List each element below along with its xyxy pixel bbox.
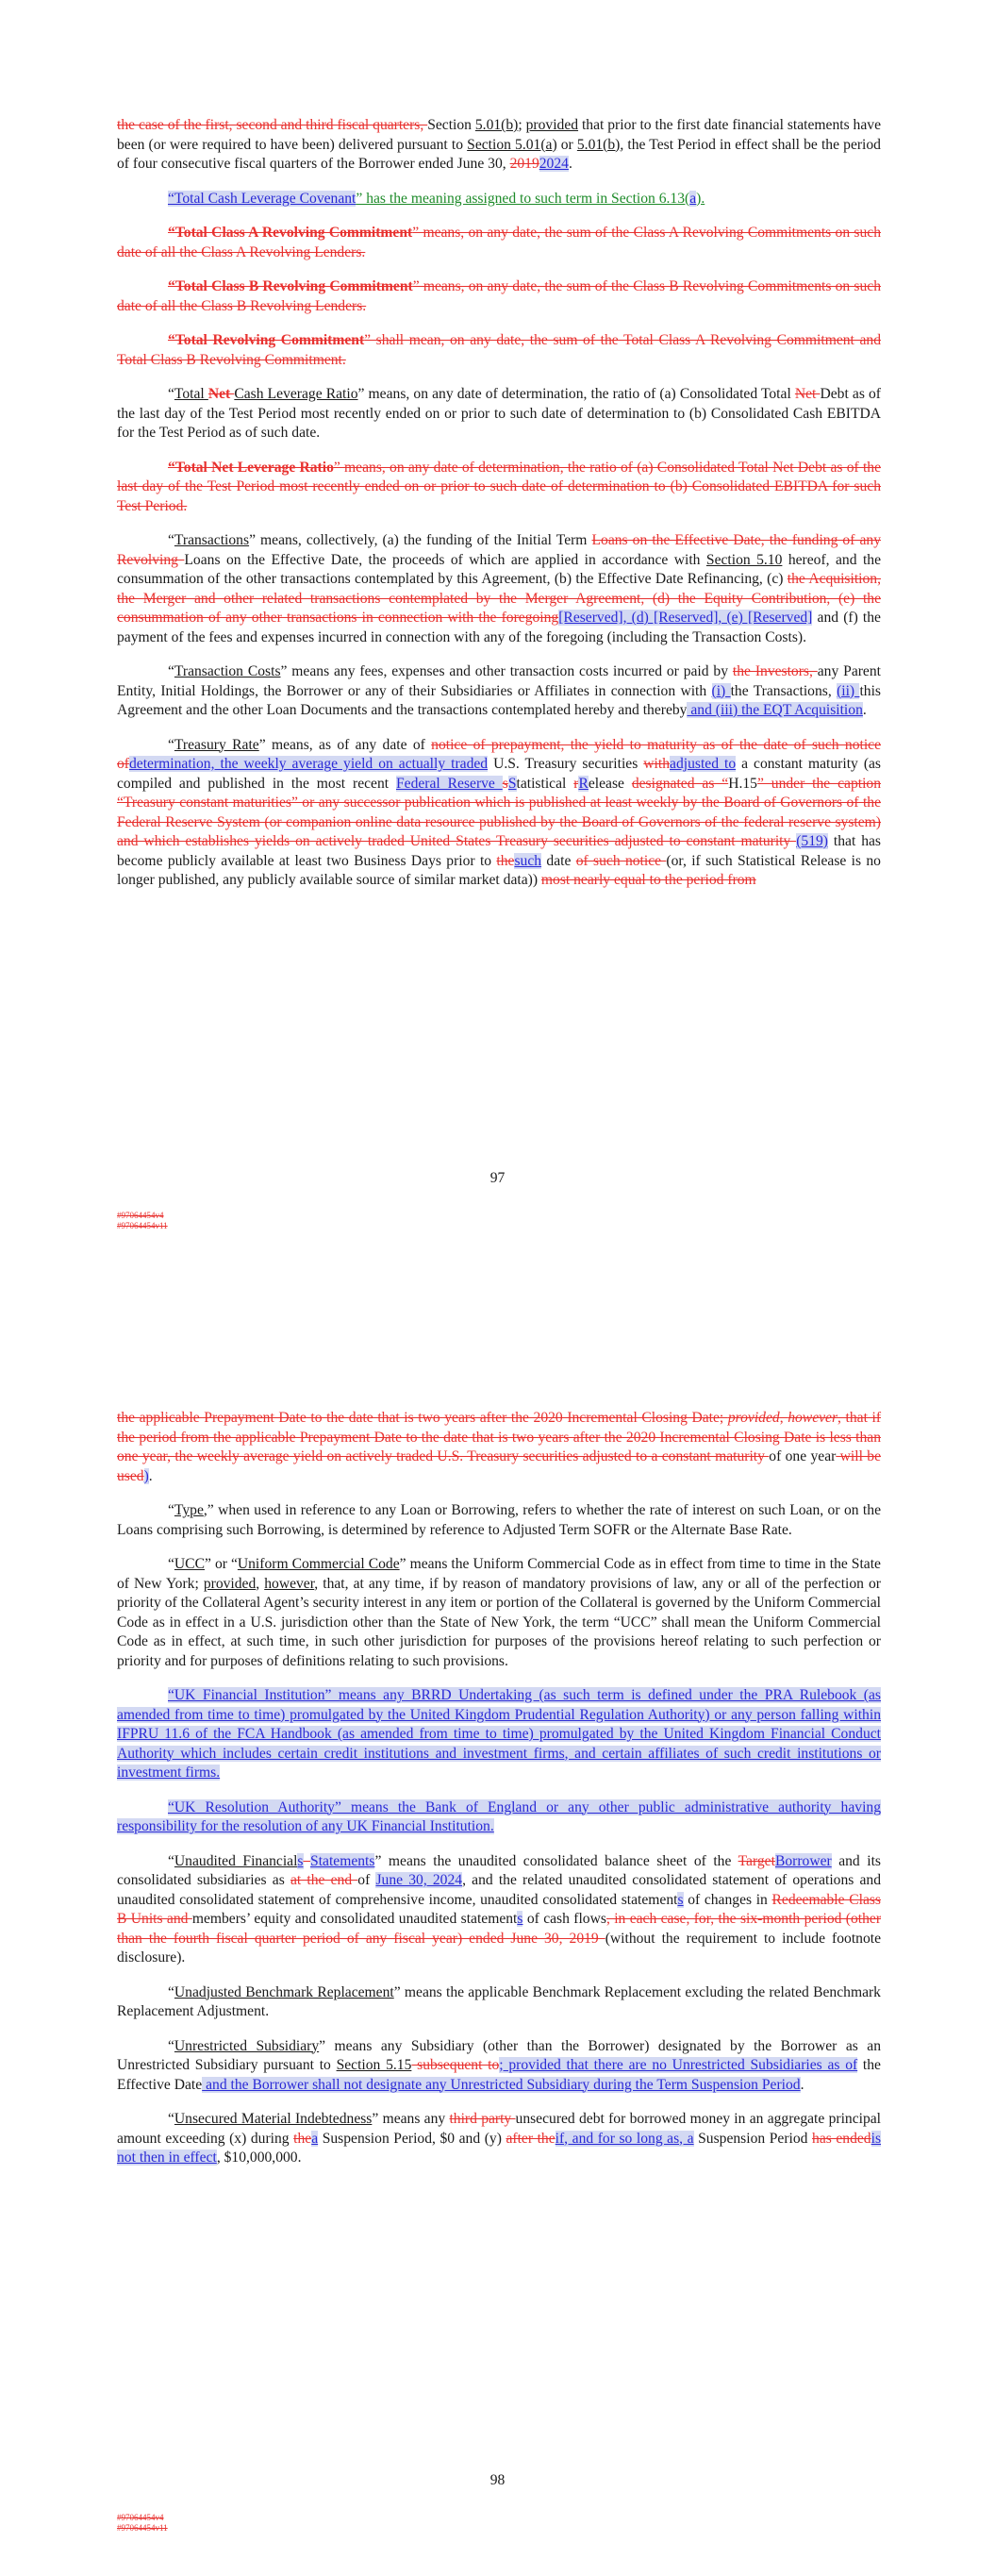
para-unadjusted-benchmark-replacement <box>117 1983 881 2022</box>
footer-doc-id-old: #97064454v4 <box>117 2513 164 2522</box>
text-run: ” means the unaudited consolidated balance sheet of the <box>374 1852 738 1869</box>
text-run: , that, at any time, if by reason of mandatory provisions of law, any or all of the perfection or priority of the Collateral Agent’s security interest in any item or portion of the Collateral is governed by the Uniform Commercial Code as in effect in a U.S. jurisdiction other than the State of New York, the term “UCC” shall mean the Uniform Commercial Code as in effect, at such time, in such other jurisdiction for purposes of the provisions hereof relating to such perfection or priority and for purposes of definitions relating to such provisions. <box>117 1575 881 1669</box>
text-run: ” means the Uniform Commercial Code as in effect from time to time in the State of New York; <box>117 1556 881 1592</box>
document-footer <box>117 1211 168 1231</box>
deleted-text: the Investors, <box>732 663 818 679</box>
underlined-text: 5.01(b) <box>576 136 621 153</box>
text-run: of cash flows <box>522 1911 606 1927</box>
text-run: “ <box>168 532 174 548</box>
text-run: ,” when used in reference to any Loan or Borrowing, refers to whether the rate of interest on such Loan, or on the Loans comprising such Borrowing, is determined by reference to Adjusted Term SOFR or the Alternate Base Rate. <box>117 1502 881 1538</box>
inserted-text: “UK Financial Institution” means any BRRD Undertaking (as such term is defined under the PRA Rulebook (as amended from time to time) promulgated by the United Kingdom Prudential Regulation Authority) or any person falling within IFPRU 11.6 of the FCA Handbook (as amended from time to time) promulgated by the United Kingdom Financial Conduct Authority which includes certain credit institutions and investment firms, and certain affiliates of such credit institutions or investment firms. <box>117 1687 881 1781</box>
deleted-text: most nearly equal to the period from <box>540 872 756 888</box>
para-unrestricted-subsidiary <box>117 2037 881 2096</box>
text-run: “ <box>168 1502 174 1518</box>
text-run: ” means any fees, expenses and other transaction costs incurred or paid by <box>280 663 733 679</box>
underlined-text: however <box>264 1575 315 1592</box>
underlined-text: Section 5.10 <box>705 551 783 568</box>
footer-doc-id-new: #97064454v11 <box>117 2523 168 2533</box>
inserted-text: R <box>578 775 589 792</box>
underlined-text: Transaction Costs <box>174 663 281 679</box>
inserted-text: s <box>677 1891 684 1908</box>
para-treasury-rate-tail <box>117 1409 881 1486</box>
inserted-text: a <box>689 190 697 207</box>
inserted-text: “Total Cash Leverage Covenant <box>168 190 357 207</box>
moved-text: ). <box>696 190 705 207</box>
text-run: . <box>148 1467 153 1484</box>
text-run: Suspension Period, $0 and (y) <box>318 2130 506 2147</box>
deleted-text: ” means, on any date, the sum of the Class B Revolving Commitments on such date of all the Class B Revolving Lenders. <box>117 278 881 314</box>
inserted-text: June 30, 2024 <box>375 1872 463 1888</box>
text-run: , <box>256 1575 265 1592</box>
text-run: tatistical <box>516 775 574 792</box>
para-total-cash-leverage-ratio <box>117 385 881 443</box>
inserted-text: (ii) <box>837 682 860 699</box>
inserted-text: Federal Reserve <box>395 775 503 792</box>
text-run: . <box>568 156 572 172</box>
page-number: 97 <box>489 1170 506 1186</box>
underlined-text: Unrestricted Subsidiary <box>174 2037 320 2054</box>
text-run: , the Test Period in effect shall be the period of four consecutive fiscal quarters of the Borrower ended June 30, <box>117 136 881 172</box>
deleted-text: designated as “ <box>631 775 729 792</box>
deleted-text: ” means, on any date, the sum of the Class A Revolving Commitments on such date of all the Class A Revolving Lenders. <box>117 225 882 260</box>
para-total-net-leverage-ratio <box>117 459 881 517</box>
deleted-text: “Total Class A Revolving Commitment <box>168 225 413 241</box>
deleted-text: Redeemable Class B Units and <box>117 1891 882 1927</box>
deleted-text <box>304 1853 311 1869</box>
inserted-text: S <box>507 775 517 792</box>
page-98 <box>0 1288 995 2576</box>
para-uk-resolution-authority <box>117 1798 881 1837</box>
deleted-text: the <box>496 852 515 869</box>
inserted-text: [Reserved], (d) [Reserved], (e) [Reserved] <box>558 610 813 626</box>
text-run: ; <box>518 117 526 133</box>
para-transaction-costs <box>117 662 881 721</box>
para-total-class-a-revolving-commitment <box>117 224 881 262</box>
deleted-text: ” under the caption “Treasury constant maturities” or any successor publication which is published at least weekly by the Board of Governors of the Federal Reserve System (or companion online data resource published by the Board of Governors of the federal reserve system) and which establishes yields on actively traded United States Treasury securities adjusted to constant maturity <box>117 775 882 849</box>
text-run: of changes in <box>683 1891 772 1908</box>
text-run: of <box>357 1872 376 1888</box>
deleted-text: “Total Class B Revolving Commitment <box>168 278 413 294</box>
text-run: . <box>862 702 867 718</box>
deleted-text: , in each case, for, the six-month period (other than the fourth fiscal quarter period of any fiscal year) ended June 30, 2019 <box>117 1911 882 1947</box>
text-run: (without the requirement to include footnote disclosure). <box>117 1930 881 1965</box>
underlined-text: Unadjusted Benchmark Replacement <box>174 1983 394 2000</box>
text-run: hereof, and the consummation of the other transactions contemplated by this Agreement, (b) the Effective Date Refinancing, (c) <box>117 551 881 587</box>
text-run: of one year <box>769 1448 837 1464</box>
inserted-text: s <box>517 1911 523 1927</box>
text-run: or <box>556 136 577 153</box>
text-run: “ <box>168 2037 174 2054</box>
text-run: . <box>800 2076 804 2093</box>
deleted-text: however <box>788 1410 838 1426</box>
text-run: “ <box>168 2111 174 2127</box>
text-run: ” means, on any date of determination, the ratio of (a) Consolidated Total <box>357 386 795 402</box>
text-run: “ <box>168 1556 174 1572</box>
inserted-text: (519) <box>796 833 828 849</box>
text-run: a constant maturity (as compiled and published in the most recent <box>117 756 882 792</box>
deleted-text: notice of prepayment, the yield to maturity as of the date of such notice of <box>117 736 881 772</box>
text-run: unsecured debt for borrowed money in an aggregate principal amount exceeding (x) during <box>117 2111 881 2147</box>
inserted-text: a <box>311 2130 319 2147</box>
para-transactions <box>117 531 881 647</box>
deleted-text: with <box>643 756 671 772</box>
para-ucc <box>117 1555 881 1671</box>
deleted-text: “Total Revolving Commitment <box>168 332 365 348</box>
underlined-text: Transactions <box>174 532 250 548</box>
deleted-text: the <box>293 2130 312 2147</box>
underlined-text: Total <box>174 386 208 402</box>
text-run: that has become publicly available at least two Business Days prior to <box>117 833 881 869</box>
deleted-text: Loans on the Effective Date, the funding of any Revolving <box>117 532 881 568</box>
text-run: , and the related unaudited consolidated statement of operations and unaudited consolidated statement of comprehensive income, unaudited consolidated statement <box>117 1872 882 1908</box>
deleted-text: 2019 <box>509 156 539 172</box>
text-run: Section <box>427 117 475 133</box>
deleted-text: of such notice <box>575 852 667 869</box>
deleted-text: will be used <box>117 1448 881 1484</box>
para-type <box>117 1501 881 1540</box>
text-run: , $10,000,000. <box>216 2149 302 2166</box>
text-run: “ <box>168 1852 174 1869</box>
text-run: ” means the applicable Benchmark Replacement excluding the related Benchmark Replacement Adjustment. <box>117 1983 881 2019</box>
deleted-text: the case of the first, second and third fiscal quarters, <box>117 117 428 133</box>
text-run: ” or “ <box>205 1556 238 1572</box>
text-run: ” means any <box>372 2111 450 2127</box>
inserted-text: and the Borrower shall not designate any Unrestricted Subsidiary during the Term Suspension Period <box>202 2076 801 2093</box>
inserted-text: (i) <box>711 682 731 699</box>
text-run: and its consolidated subsidiaries as <box>117 1852 881 1888</box>
inserted-text: ) <box>143 1467 149 1484</box>
text-run: and (f) the payment of the fees and expenses incurred in connection with any of the foregoing (including the Transaction Costs). <box>117 610 881 645</box>
text-run: “ <box>168 1983 174 2000</box>
text-run: (or, if such Statistical Release is no longer published, any publicly available source of similar market data)) <box>117 852 881 888</box>
para-uk-financial-institution <box>117 1686 881 1783</box>
underlined-text: Unsecured Material Indebtedness <box>174 2111 373 2127</box>
inserted-text: 2024 <box>539 156 569 172</box>
underlined-text: Section 5.01(a) <box>467 136 557 153</box>
underlined-text: Treasury Rate <box>174 736 259 753</box>
deleted-text: Net <box>207 386 235 402</box>
underlined-text: 5.01(b) <box>474 117 519 133</box>
underlined-text: provided <box>525 117 579 133</box>
text-run: any Parent Entity, Initial Holdings, the Borrower or any of their Subsidiaries or Affiliates in connection with <box>117 663 881 699</box>
text-run: Debt as of the last day of the Test Period most recently ended on or prior to such date of determination to (b) Consolidated Cash EBITDA for the Test Period as of such date. <box>117 386 882 441</box>
para-total-revolving-commitment <box>117 331 881 370</box>
deleted-text: provided <box>727 1410 780 1426</box>
text-run: ” means any Subsidiary (other than the Borrower) designated by the Borrower as an Unrestricted Subsidiary pursuant to <box>117 2037 881 2073</box>
underlined-text: Cash Leverage Ratio <box>234 386 358 402</box>
underlined-text: Uniform Commercial Code <box>237 1556 400 1572</box>
text-run: this Agreement and the other Loan Documents and the transactions contemplated hereby and thereby <box>117 682 881 718</box>
deleted-text: the applicable Prepayment Date to the date that is two years after the 2020 Incremental Closing Date; <box>117 1410 728 1426</box>
deleted-text: third party <box>449 2111 516 2127</box>
text-run: Loans on the Effective Date, the proceeds of which are applied in accordance with <box>184 551 706 568</box>
deleted-text: the Acquisition, the Merger and other related transactions contemplated by the Merger Agreement, (d) the Equity Contribution, (e) the consummation of any other transactions in connection with the foregoing <box>117 571 881 626</box>
inserted-text: Statements <box>310 1852 375 1869</box>
underlined-text: provided <box>203 1575 257 1592</box>
inserted-text: determination, the weekly average yield on actually traded <box>129 756 489 772</box>
text-run: elease <box>588 775 632 792</box>
underlined-text: UCC <box>174 1556 205 1572</box>
page-number: 98 <box>489 2472 506 2488</box>
text-run: members’ equity and consolidated unaudited statement <box>191 1911 518 1927</box>
footer-doc-id-old: #97064454v4 <box>117 1211 164 1220</box>
deleted-text: has ended <box>812 2130 871 2147</box>
para-unsecured-material-indebtedness <box>117 2110 881 2168</box>
deleted-text: , <box>779 1410 788 1426</box>
underlined-text: Unaudited Financial <box>174 1852 298 1869</box>
deleted-text: subsequent to <box>411 2057 500 2073</box>
para-total-class-b-revolving-commitment <box>117 277 881 316</box>
underlined-text: Type <box>174 1502 204 1518</box>
inserted-text: is not then in effect <box>117 2130 882 2166</box>
para-treasury-rate <box>117 736 881 891</box>
deleted-text: “Total Net Leverage Ratio <box>168 459 334 476</box>
text-run: ” means, as of any date of <box>258 736 432 753</box>
deleted-text: ” means, on any date of determination, the ratio of (a) Consolidated Total Net Debt as of the last day of the Test Period most recently ended on or prior to such date of determination to (b) Consolidated EBITDA for such Test Period. <box>117 459 881 514</box>
deleted-text: Net <box>794 386 821 402</box>
text-run: ” means, collectively, (a) the funding of the Initial Term <box>249 532 592 548</box>
inserted-text: such <box>514 852 542 869</box>
inserted-text: if, and for so long as, a <box>555 2130 694 2147</box>
deleted-text: , that if the period from the applicable Prepayment Date to the date that is two years after the 2020 Incremental Closing Date is less than one year, the weekly average yield on actively traded U.S. Treasury securities adjusted to a constant maturity <box>117 1410 882 1464</box>
text-run: the Effective Date <box>117 2057 881 2093</box>
underlined-text: Section 5.15 <box>336 2057 412 2073</box>
deleted-text: Target <box>738 1852 775 1869</box>
page-98-body <box>117 1409 881 2183</box>
page-97-body <box>117 116 881 906</box>
footer-doc-id-new: #97064454v11 <box>117 1221 168 1230</box>
para-unaudited-financial-statements <box>117 1852 881 1968</box>
deleted-text: after the <box>506 2130 556 2147</box>
text-run: “ <box>168 663 174 679</box>
inserted-text: adjusted to <box>670 756 737 772</box>
moved-text: ” has the meaning assigned to such term in Section 6.13( <box>356 190 690 207</box>
text-run: the Transactions, <box>730 682 837 699</box>
text-run: “ <box>168 386 174 402</box>
deleted-text: s <box>502 775 508 792</box>
document-footer <box>117 2513 168 2534</box>
inserted-text: “UK Resolution Authority” means the Bank of England or any other public administrative authority having responsibility for the resolution of any UK Financial Institution. <box>117 1798 881 1834</box>
text-run: that prior to the first date financial statements have been (or were required to have been) delivered pursuant to <box>117 117 881 153</box>
inserted-text: ; provided that there are no Unrestricted Subsidiaries as of <box>499 2057 858 2073</box>
text-run: H.15 <box>728 775 757 792</box>
inserted-text: s <box>297 1852 304 1869</box>
deleted-text: at the end <box>290 1872 358 1888</box>
deleted-text: r <box>573 775 579 792</box>
para-test-period-tail <box>117 116 881 175</box>
text-run: Suspension Period <box>693 2130 813 2147</box>
para-total-cash-leverage-covenant <box>117 190 881 209</box>
text-run: “ <box>168 736 174 753</box>
text-run: date <box>541 852 576 869</box>
inserted-text: and (iii) the EQT Acquisition <box>687 702 863 718</box>
text-run: U.S. Treasury securities <box>488 756 644 772</box>
deleted-text: ” shall mean, on any date, the sum of the Total Class A Revolving Commitment and Total Class B Revolving Commitment. <box>117 332 881 368</box>
inserted-text: Borrower <box>774 1852 832 1869</box>
